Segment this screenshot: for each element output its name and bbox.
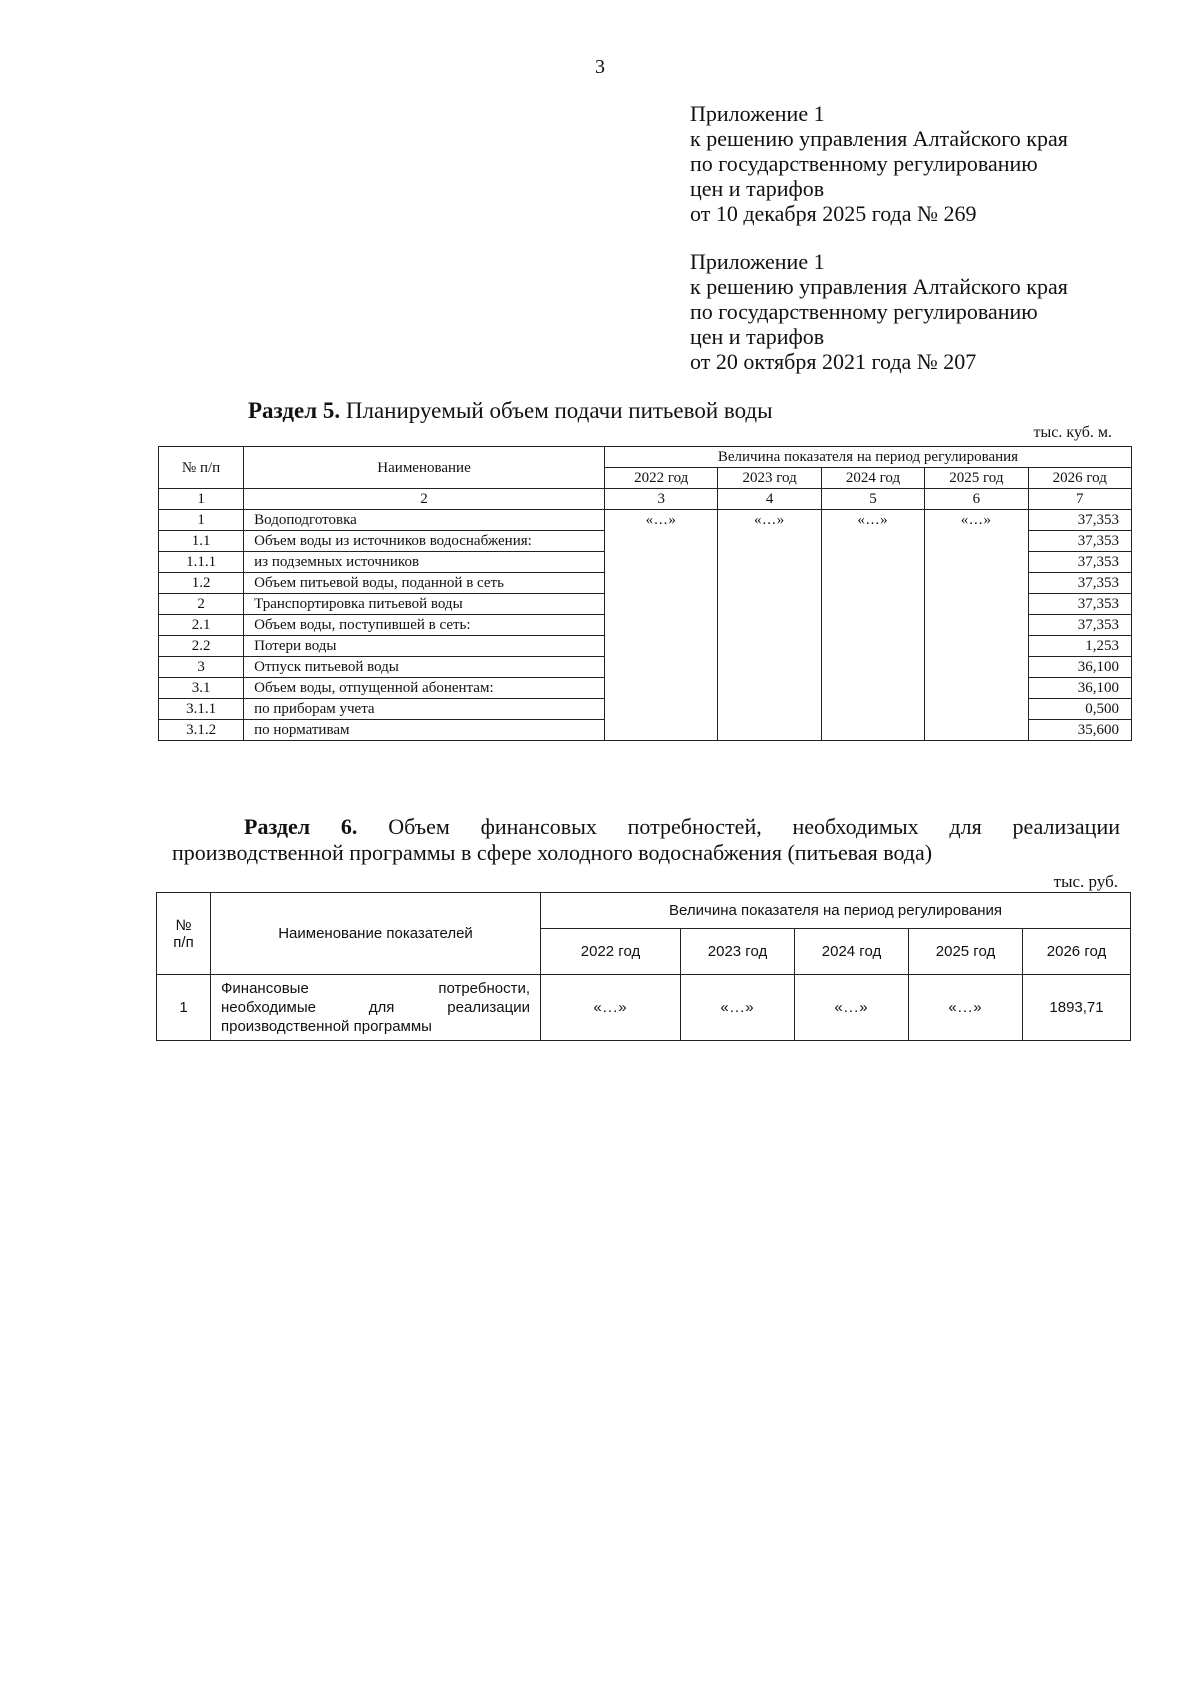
placeholder-value: «...» bbox=[948, 999, 983, 1016]
header-num-line2: п/п bbox=[173, 933, 194, 951]
empty-cell bbox=[718, 573, 821, 594]
empty-cell bbox=[718, 720, 821, 741]
header-year-2026: 2026 год bbox=[1028, 468, 1131, 489]
empty-cell bbox=[821, 594, 924, 615]
table-row bbox=[159, 720, 1132, 741]
appendix-line: к решению управления Алтайского края bbox=[690, 274, 1068, 299]
header-year-2022: 2022 год bbox=[541, 929, 681, 975]
row-name-line1: Финансовые потребности, bbox=[221, 980, 530, 997]
header-num: № п/п bbox=[159, 447, 244, 489]
empty-cell bbox=[718, 615, 821, 636]
row-num: 3.1 bbox=[159, 678, 244, 699]
row-value-2026: 36,100 bbox=[1028, 657, 1131, 678]
row-num: 3 bbox=[159, 657, 244, 678]
empty-cell bbox=[821, 678, 924, 699]
placeholder-value: «...» bbox=[960, 512, 992, 529]
page-number: 3 bbox=[595, 56, 605, 78]
row-num: 3.1.2 bbox=[159, 720, 244, 741]
table-row bbox=[159, 678, 1132, 699]
row-name: Потери воды bbox=[244, 636, 605, 657]
row-name: Объем воды, поступившей в сеть: bbox=[244, 615, 605, 636]
empty-cell bbox=[718, 678, 821, 699]
col-number: 3 bbox=[604, 489, 718, 510]
placeholder-value: «...» bbox=[754, 512, 786, 529]
col-number: 5 bbox=[821, 489, 924, 510]
col-number: 7 bbox=[1028, 489, 1131, 510]
empty-cell bbox=[821, 699, 924, 720]
empty-cell bbox=[604, 657, 718, 678]
header-period: Величина показателя на период регулирования bbox=[541, 893, 1131, 929]
header-num-line1: № bbox=[175, 916, 192, 934]
appendix-header-previous bbox=[690, 249, 1068, 374]
placeholder-2022 bbox=[604, 510, 718, 531]
column-number-row bbox=[159, 489, 1132, 510]
header-name: Наименование показателей bbox=[211, 893, 541, 975]
appendix-line: цен и тарифов bbox=[690, 176, 825, 201]
empty-cell bbox=[604, 573, 718, 594]
header-year-2023: 2023 год bbox=[681, 929, 795, 975]
placeholder-value: «...» bbox=[593, 999, 628, 1016]
row-name: по нормативам bbox=[244, 720, 605, 741]
placeholder-2025 bbox=[925, 510, 1028, 531]
empty-cell bbox=[718, 552, 821, 573]
row-name: по приборам учета bbox=[244, 699, 605, 720]
empty-cell bbox=[925, 615, 1028, 636]
row-value-2026: 37,353 bbox=[1028, 510, 1131, 531]
appendix-line: Приложение 1 bbox=[690, 249, 825, 274]
row-value-2024 bbox=[795, 975, 909, 1041]
row-value-2026: 0,500 bbox=[1028, 699, 1131, 720]
header-year-2022: 2022 год bbox=[604, 468, 718, 489]
row-value-2023 bbox=[681, 975, 795, 1041]
appendix-line: по государственному регулированию bbox=[690, 299, 1038, 324]
empty-cell bbox=[604, 531, 718, 552]
empty-cell bbox=[821, 720, 924, 741]
row-num: 1 bbox=[157, 975, 211, 1041]
row-value-2026: 37,353 bbox=[1028, 531, 1131, 552]
row-value-2026: 35,600 bbox=[1028, 720, 1131, 741]
empty-cell bbox=[925, 636, 1028, 657]
empty-cell bbox=[718, 699, 821, 720]
row-value-2026: 1893,71 bbox=[1023, 975, 1131, 1041]
table-row bbox=[159, 531, 1132, 552]
placeholder-value: «...» bbox=[834, 999, 869, 1016]
empty-cell bbox=[821, 615, 924, 636]
section5-title-bold: Раздел 5. bbox=[248, 398, 341, 423]
row-name: Объем воды, отпущенной абонентам: bbox=[244, 678, 605, 699]
row-value-2026: 37,353 bbox=[1028, 573, 1131, 594]
table-row bbox=[157, 975, 1131, 1041]
col-number: 1 bbox=[159, 489, 244, 510]
header-period: Величина показателя на период регулирования bbox=[604, 447, 1131, 468]
empty-cell bbox=[925, 573, 1028, 594]
section6-title-text: Объем финансовых потребностей, необходимых для реализации bbox=[357, 814, 1120, 839]
table-row bbox=[159, 594, 1132, 615]
header-year-2023: 2023 год bbox=[718, 468, 821, 489]
table-row bbox=[159, 636, 1132, 657]
empty-cell bbox=[821, 573, 924, 594]
appendix-line: к решению управления Алтайского края bbox=[690, 126, 1068, 151]
row-value-2026: 36,100 bbox=[1028, 678, 1131, 699]
row-value-2026: 37,353 bbox=[1028, 552, 1131, 573]
empty-cell bbox=[604, 636, 718, 657]
water-supply-volume-table bbox=[158, 446, 1132, 741]
col-number: 4 bbox=[718, 489, 821, 510]
row-name: Объем воды из источников водоснабжения: bbox=[244, 531, 605, 552]
appendix-line: по государственному регулированию bbox=[690, 151, 1038, 176]
table-row bbox=[159, 657, 1132, 678]
financial-needs-table bbox=[156, 892, 1131, 1041]
appendix-line: от 10 декабря 2025 года № 269 bbox=[690, 201, 977, 226]
section6-title bbox=[172, 814, 1120, 866]
header-year-2025: 2025 год bbox=[909, 929, 1023, 975]
row-name bbox=[211, 975, 541, 1041]
empty-cell bbox=[925, 531, 1028, 552]
row-name: Отпуск питьевой воды bbox=[244, 657, 605, 678]
section6-title-line1 bbox=[172, 814, 1120, 840]
table-row bbox=[159, 699, 1132, 720]
empty-cell bbox=[925, 594, 1028, 615]
row-num: 2.1 bbox=[159, 615, 244, 636]
row-name: Транспортировка питьевой воды bbox=[244, 594, 605, 615]
row-name: Объем питьевой воды, поданной в сеть bbox=[244, 573, 605, 594]
col-number: 2 bbox=[244, 489, 605, 510]
appendix-line: от 20 октября 2021 года № 207 bbox=[690, 349, 977, 374]
row-value-2025 bbox=[909, 975, 1023, 1041]
col-number: 6 bbox=[925, 489, 1028, 510]
section6-title-line2: производственной программы в сфере холодного водоснабжения (питьевая вода) bbox=[172, 840, 933, 865]
section5-unit: тыс. куб. м. bbox=[1033, 424, 1112, 441]
table-row bbox=[159, 552, 1132, 573]
empty-cell bbox=[821, 636, 924, 657]
row-value-2026: 37,353 bbox=[1028, 594, 1131, 615]
header-year-2026: 2026 год bbox=[1023, 929, 1131, 975]
empty-cell bbox=[604, 552, 718, 573]
row-name-line2: необходимые для реализации bbox=[221, 999, 530, 1016]
appendix-line: Приложение 1 bbox=[690, 101, 825, 126]
header-year-2025: 2025 год bbox=[925, 468, 1028, 489]
placeholder-2023 bbox=[718, 510, 821, 531]
empty-cell bbox=[604, 720, 718, 741]
empty-cell bbox=[925, 657, 1028, 678]
row-num: 2 bbox=[159, 594, 244, 615]
row-value-2026: 37,353 bbox=[1028, 615, 1131, 636]
empty-cell bbox=[604, 615, 718, 636]
section6-unit: тыс. руб. bbox=[1053, 872, 1118, 891]
section5-title bbox=[248, 398, 773, 424]
row-num: 2.2 bbox=[159, 636, 244, 657]
placeholder-2024 bbox=[821, 510, 924, 531]
row-num: 1.2 bbox=[159, 573, 244, 594]
row-num: 1.1.1 bbox=[159, 552, 244, 573]
section5-title-text: Планируемый объем подачи питьевой воды bbox=[340, 398, 773, 423]
empty-cell bbox=[925, 720, 1028, 741]
placeholder-value: «...» bbox=[857, 512, 889, 529]
empty-cell bbox=[604, 699, 718, 720]
table-row bbox=[159, 510, 1132, 531]
empty-cell bbox=[718, 594, 821, 615]
table-row bbox=[159, 573, 1132, 594]
header-year-2024: 2024 год bbox=[821, 468, 924, 489]
empty-cell bbox=[718, 657, 821, 678]
row-name: Водоподготовка bbox=[244, 510, 605, 531]
appendix-line: цен и тарифов bbox=[690, 324, 825, 349]
empty-cell bbox=[718, 636, 821, 657]
empty-cell bbox=[821, 531, 924, 552]
row-num: 1 bbox=[159, 510, 244, 531]
appendix-header-current bbox=[690, 101, 1068, 226]
placeholder-value: «...» bbox=[720, 999, 755, 1016]
empty-cell bbox=[821, 657, 924, 678]
row-num: 3.1.1 bbox=[159, 699, 244, 720]
table-row bbox=[159, 615, 1132, 636]
empty-cell bbox=[925, 678, 1028, 699]
row-name-line3: производственной программы bbox=[221, 1018, 432, 1035]
empty-cell bbox=[604, 594, 718, 615]
empty-cell bbox=[821, 552, 924, 573]
header-name: Наименование bbox=[244, 447, 605, 489]
row-num: 1.1 bbox=[159, 531, 244, 552]
header-num bbox=[157, 893, 211, 975]
row-value-2022 bbox=[541, 975, 681, 1041]
header-year-2024: 2024 год bbox=[795, 929, 909, 975]
empty-cell bbox=[718, 531, 821, 552]
placeholder-value: «...» bbox=[645, 512, 677, 529]
row-name: из подземных источников bbox=[244, 552, 605, 573]
empty-cell bbox=[925, 552, 1028, 573]
empty-cell bbox=[604, 678, 718, 699]
section6-title-bold: Раздел 6. bbox=[244, 814, 358, 839]
empty-cell bbox=[925, 699, 1028, 720]
row-value-2026: 1,253 bbox=[1028, 636, 1131, 657]
